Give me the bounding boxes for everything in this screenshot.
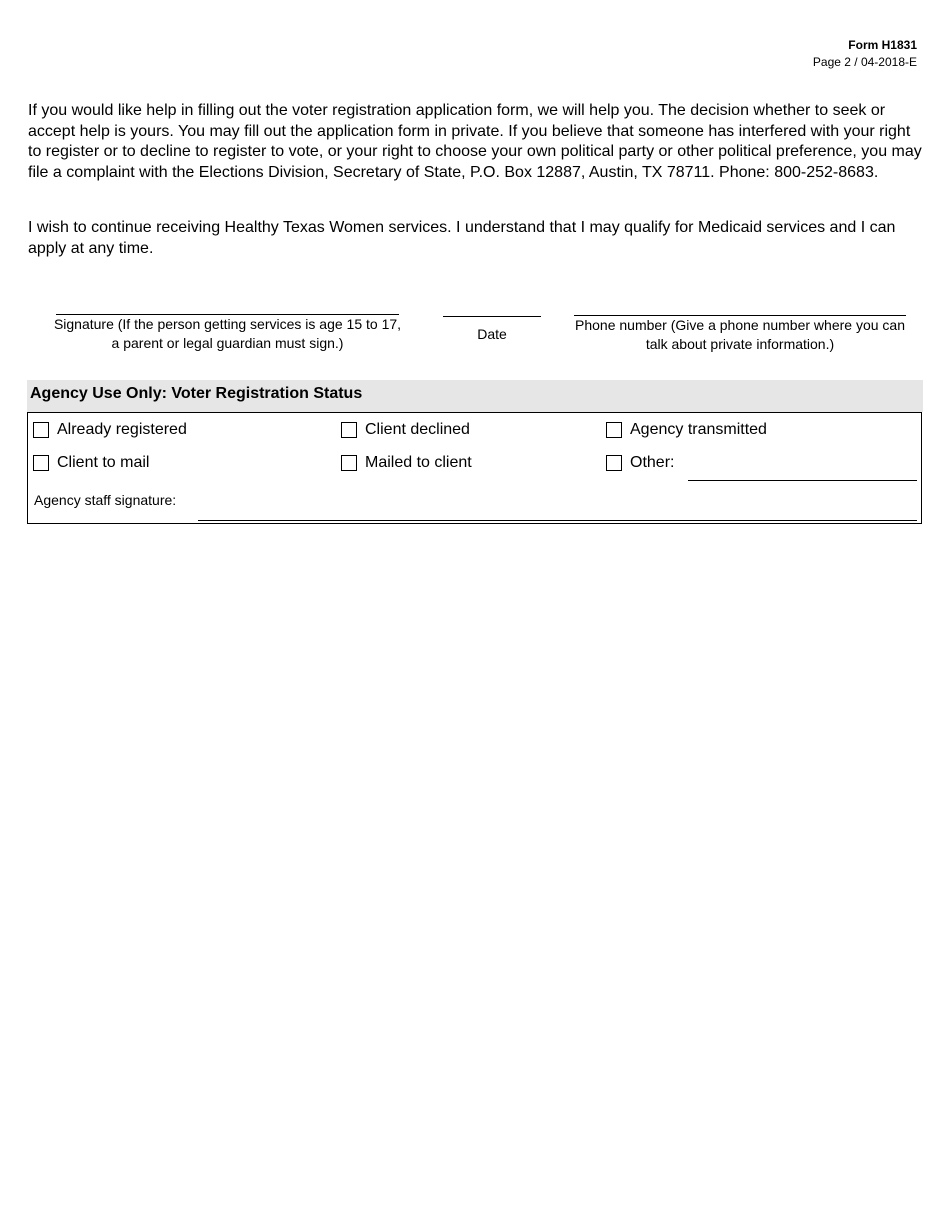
client-declined-option[interactable] xyxy=(341,421,470,439)
continue-services-paragraph: I wish to continue receiving Healthy Texas Women services. I understand that I may qualify for Medicaid services and I can apply at any time. xyxy=(28,219,896,257)
client-declined-checkbox[interactable] xyxy=(341,422,357,438)
client-to-mail-checkbox[interactable] xyxy=(33,455,49,471)
mailed-to-client-checkbox[interactable] xyxy=(341,455,357,471)
page-info: Page 2 / 04-2018-E xyxy=(812,55,917,69)
other-fill-line[interactable] xyxy=(688,480,917,481)
voter-help-paragraph: If you would like help in filling out the voter registration application form, we will help you. The decision whether to seek or accept help is yours. You may fill out the application form in private. If you believe that someone has interfered with your right to register or to decline to register to vote, or your right to choose your own political party or other political preference, you may file a complaint with the Elections Division, Secretary of State, P.O. Box 12887, Austin, TX 78711. Phone: 800-252-8683. xyxy=(28,102,922,181)
client-to-mail-option[interactable] xyxy=(33,454,149,472)
other-checkbox[interactable] xyxy=(606,455,622,471)
already-registered-option[interactable] xyxy=(33,421,187,439)
phone-caption: Phone number (Give a phone number where you can talk about private information.) xyxy=(575,317,905,352)
date-line[interactable] xyxy=(443,316,541,317)
form-id: Form H1831 xyxy=(848,38,917,52)
other-option[interactable] xyxy=(606,454,674,472)
agency-transmitted-label: Agency transmitted xyxy=(630,421,767,438)
agency-status-box xyxy=(27,412,922,524)
other-label: Other: xyxy=(630,454,675,471)
already-registered-label: Already registered xyxy=(57,421,187,438)
mailed-to-client-option[interactable] xyxy=(341,454,472,472)
client-to-mail-label: Client to mail xyxy=(57,454,150,471)
already-registered-checkbox[interactable] xyxy=(33,422,49,438)
agency-transmitted-option[interactable] xyxy=(606,421,767,439)
agency-transmitted-checkbox[interactable] xyxy=(606,422,622,438)
mailed-to-client-label: Mailed to client xyxy=(365,454,472,471)
date-caption: Date xyxy=(477,326,507,342)
signature-caption: Signature (If the person getting services is age 15 to 17, a parent or legal guardian must sign.) xyxy=(53,316,402,351)
agency-staff-signature-label: Agency staff signature: xyxy=(34,492,177,508)
client-declined-label: Client declined xyxy=(365,421,470,438)
agency-use-header: Agency Use Only: Voter Registration Status xyxy=(27,380,923,412)
agency-staff-signature-line[interactable] xyxy=(198,520,917,521)
